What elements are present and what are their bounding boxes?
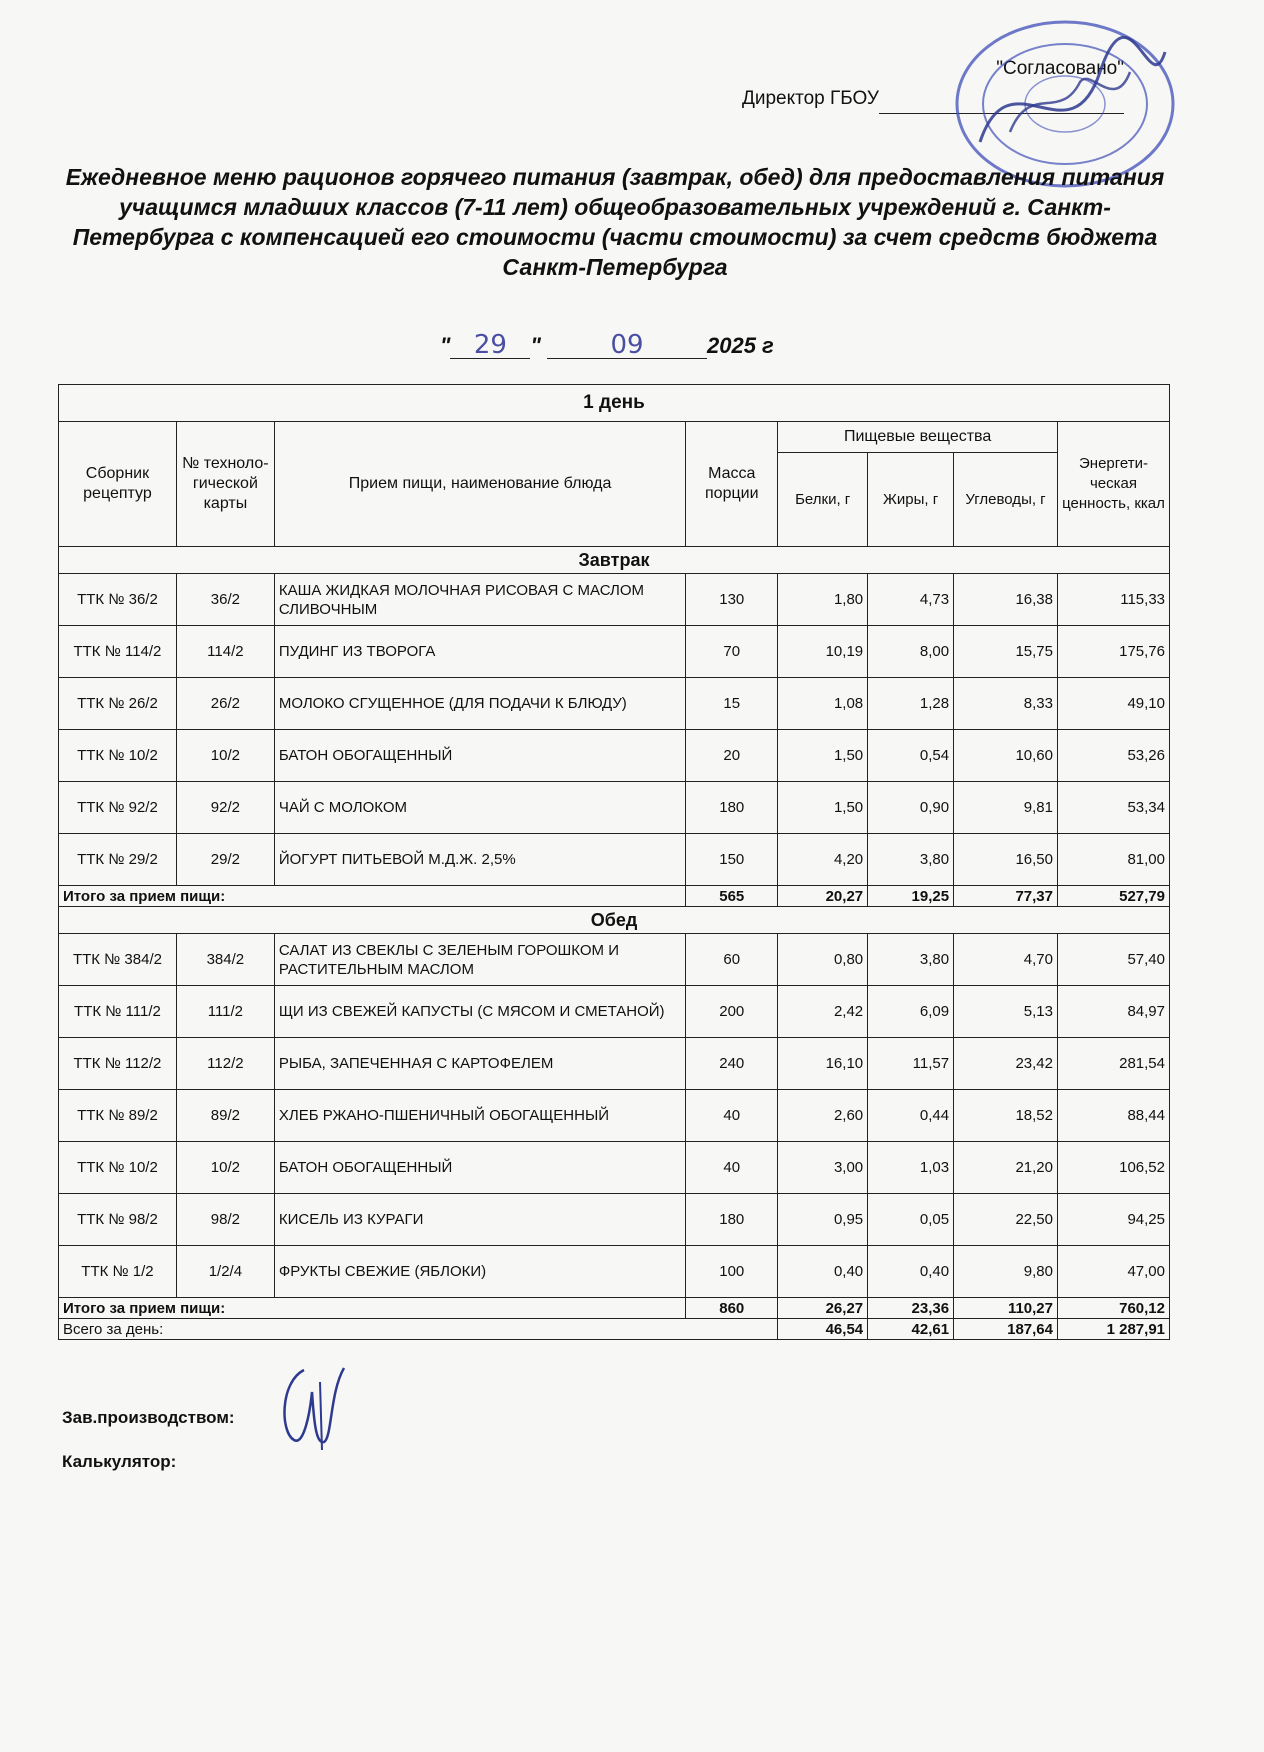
- cell-dish: БАТОН ОБОГАЩЕННЫЙ: [274, 730, 685, 782]
- cell-card: 384/2: [176, 934, 274, 986]
- total-label: Итого за прием пищи:: [59, 1298, 686, 1319]
- table-row: [59, 782, 1170, 834]
- cell-protein: 16,10: [778, 1038, 868, 1090]
- header-energy: Энергети-ческая ценность, ккал: [1058, 422, 1170, 547]
- cell-card: 10/2: [176, 1142, 274, 1194]
- total-label: Итого за прием пищи:: [59, 886, 686, 907]
- cell-carbs: 4,70: [954, 934, 1058, 986]
- cell-mass: 40: [686, 1142, 778, 1194]
- cell-collection: ТТК № 92/2: [59, 782, 177, 834]
- cell-fat: 4,73: [868, 574, 954, 626]
- cell-card: 36/2: [176, 574, 274, 626]
- cell-carbs: 9,80: [954, 1246, 1058, 1298]
- cell-energy: 49,10: [1058, 678, 1170, 730]
- day-label: 1 день: [59, 385, 1170, 422]
- cell-mass: 40: [686, 1090, 778, 1142]
- cell-fat: 0,40: [868, 1246, 954, 1298]
- cell-protein: 1,80: [778, 574, 868, 626]
- cell-energy: 281,54: [1058, 1038, 1170, 1090]
- cell-carbs: 16,50: [954, 834, 1058, 886]
- total-mass: 565: [686, 886, 778, 907]
- cell-carbs: 23,42: [954, 1038, 1058, 1090]
- calculator-label: Калькулятор:: [62, 1452, 177, 1471]
- section-lunch: Обед: [59, 907, 1170, 934]
- cell-carbs: 5,13: [954, 986, 1058, 1038]
- date-day: 29: [450, 330, 530, 359]
- cell-collection: ТТК № 26/2: [59, 678, 177, 730]
- section-breakfast: Завтрак: [59, 547, 1170, 574]
- cell-fat: 6,09: [868, 986, 954, 1038]
- approval-agreed: "Согласовано": [996, 58, 1124, 79]
- cell-dish: ПУДИНГ ИЗ ТВОРОГА: [274, 626, 685, 678]
- cell-carbs: 8,33: [954, 678, 1058, 730]
- cell-mass: 150: [686, 834, 778, 886]
- cell-card: 92/2: [176, 782, 274, 834]
- date-month: 09: [547, 330, 707, 359]
- cell-mass: 180: [686, 1194, 778, 1246]
- table-row: [59, 574, 1170, 626]
- cell-collection: ТТК № 10/2: [59, 1142, 177, 1194]
- cell-protein: 1,50: [778, 782, 868, 834]
- header-mass: Масса порции: [686, 422, 778, 547]
- cell-card: 10/2: [176, 730, 274, 782]
- total-energy: 527,79: [1058, 886, 1170, 907]
- cell-energy: 106,52: [1058, 1142, 1170, 1194]
- production-manager-label: Зав.производством:: [62, 1408, 235, 1427]
- header-protein: Белки, г: [778, 453, 868, 547]
- total-carbs: 110,27: [954, 1298, 1058, 1319]
- cell-protein: 3,00: [778, 1142, 868, 1194]
- cell-carbs: 18,52: [954, 1090, 1058, 1142]
- header-card: № техноло-гической карты: [176, 422, 274, 547]
- cell-energy: 175,76: [1058, 626, 1170, 678]
- total-fat: 23,36: [868, 1298, 954, 1319]
- cell-fat: 0,54: [868, 730, 954, 782]
- menu-table: [58, 384, 1170, 1340]
- cell-protein: 2,42: [778, 986, 868, 1038]
- cell-fat: 11,57: [868, 1038, 954, 1090]
- total-mass: 860: [686, 1298, 778, 1319]
- cell-card: 98/2: [176, 1194, 274, 1246]
- document-title: Ежедневное меню рационов горячего питания (завтрак, обед) для предоставления питания учащимся младших классов (7-11 лет) общеобразовательных учреждений г. Санкт-Петербурга с компенсацией его стоимости (части стоимости) за счет средств бюджета Санкт-Петербурга: [65, 164, 1165, 280]
- cell-card: 111/2: [176, 986, 274, 1038]
- table-row: [59, 1194, 1170, 1246]
- cell-dish: КАША ЖИДКАЯ МОЛОЧНАЯ РИСОВАЯ С МАСЛОМ СЛИВОЧНЫМ: [274, 574, 685, 626]
- cell-mass: 200: [686, 986, 778, 1038]
- cell-dish: ХЛЕБ РЖАНО-ПШЕНИЧНЫЙ ОБОГАЩЕННЫЙ: [274, 1090, 685, 1142]
- table-row: [59, 1246, 1170, 1298]
- cell-collection: ТТК № 111/2: [59, 986, 177, 1038]
- cell-collection: ТТК № 36/2: [59, 574, 177, 626]
- cell-collection: ТТК № 384/2: [59, 934, 177, 986]
- cell-card: 26/2: [176, 678, 274, 730]
- total-protein: 20,27: [778, 886, 868, 907]
- table-row: [59, 1038, 1170, 1090]
- cell-protein: 4,20: [778, 834, 868, 886]
- cell-dish: САЛАТ ИЗ СВЕКЛЫ С ЗЕЛЕНЫМ ГОРОШКОМ И РАСТИТЕЛЬНЫМ МАСЛОМ: [274, 934, 685, 986]
- day-total-protein: 46,54: [778, 1319, 868, 1340]
- day-total-label: Всего за день:: [59, 1319, 778, 1340]
- cell-protein: 1,08: [778, 678, 868, 730]
- cell-card: 29/2: [176, 834, 274, 886]
- cell-energy: 57,40: [1058, 934, 1170, 986]
- table-row: [59, 1142, 1170, 1194]
- total-protein: 26,27: [778, 1298, 868, 1319]
- cell-mass: 70: [686, 626, 778, 678]
- cell-dish: ЙОГУРТ ПИТЬЕВОЙ М.Д.Ж. 2,5%: [274, 834, 685, 886]
- cell-card: 89/2: [176, 1090, 274, 1142]
- cell-fat: 0,05: [868, 1194, 954, 1246]
- cell-card: 1/2/4: [176, 1246, 274, 1298]
- cell-fat: 8,00: [868, 626, 954, 678]
- cell-collection: ТТК № 10/2: [59, 730, 177, 782]
- table-row: [59, 1090, 1170, 1142]
- approval-director: Директор ГБОУ: [741, 88, 879, 109]
- cell-dish: РЫБА, ЗАПЕЧЕННАЯ С КАРТОФЕЛЕМ: [274, 1038, 685, 1090]
- header-fat: Жиры, г: [868, 453, 954, 547]
- cell-energy: 53,26: [1058, 730, 1170, 782]
- table-row: [59, 934, 1170, 986]
- cell-energy: 94,25: [1058, 1194, 1170, 1246]
- cell-fat: 1,28: [868, 678, 954, 730]
- cell-protein: 0,80: [778, 934, 868, 986]
- header-carbs: Углеводы, г: [954, 453, 1058, 547]
- cell-fat: 1,03: [868, 1142, 954, 1194]
- lunch-total-row: [59, 1298, 1170, 1319]
- cell-dish: БАТОН ОБОГАЩЕННЫЙ: [274, 1142, 685, 1194]
- cell-collection: ТТК № 29/2: [59, 834, 177, 886]
- day-total-carbs: 187,64: [954, 1319, 1058, 1340]
- cell-card: 114/2: [176, 626, 274, 678]
- cell-dish: ЧАЙ С МОЛОКОМ: [274, 782, 685, 834]
- cell-mass: 240: [686, 1038, 778, 1090]
- cell-energy: 84,97: [1058, 986, 1170, 1038]
- cell-collection: ТТК № 114/2: [59, 626, 177, 678]
- cell-dish: КИСЕЛЬ ИЗ КУРАГИ: [274, 1194, 685, 1246]
- cell-protein: 10,19: [778, 626, 868, 678]
- total-fat: 19,25: [868, 886, 954, 907]
- header-collection: Сборник рецептур: [59, 422, 177, 547]
- cell-collection: ТТК № 1/2: [59, 1246, 177, 1298]
- cell-carbs: 22,50: [954, 1194, 1058, 1246]
- menu-date: " 29 " 09 2025 г: [440, 330, 774, 360]
- cell-mass: 20: [686, 730, 778, 782]
- cell-protein: 0,95: [778, 1194, 868, 1246]
- cell-mass: 100: [686, 1246, 778, 1298]
- cell-energy: 88,44: [1058, 1090, 1170, 1142]
- total-energy: 760,12: [1058, 1298, 1170, 1319]
- cell-mass: 15: [686, 678, 778, 730]
- cell-fat: 0,44: [868, 1090, 954, 1142]
- cell-fat: 0,90: [868, 782, 954, 834]
- total-carbs: 77,37: [954, 886, 1058, 907]
- cell-carbs: 15,75: [954, 626, 1058, 678]
- table-row: [59, 626, 1170, 678]
- production-manager-signature: [272, 1362, 352, 1457]
- cell-card: 112/2: [176, 1038, 274, 1090]
- cell-carbs: 16,38: [954, 574, 1058, 626]
- cell-fat: 3,80: [868, 834, 954, 886]
- cell-dish: ФРУКТЫ СВЕЖИЕ (ЯБЛОКИ): [274, 1246, 685, 1298]
- cell-carbs: 10,60: [954, 730, 1058, 782]
- table-row: [59, 986, 1170, 1038]
- cell-fat: 3,80: [868, 934, 954, 986]
- day-total-energy: 1 287,91: [1058, 1319, 1170, 1340]
- cell-energy: 53,34: [1058, 782, 1170, 834]
- cell-dish: МОЛОКО СГУЩЕННОЕ (ДЛЯ ПОДАЧИ К БЛЮДУ): [274, 678, 685, 730]
- cell-protein: 2,60: [778, 1090, 868, 1142]
- table-row: [59, 730, 1170, 782]
- cell-collection: ТТК № 98/2: [59, 1194, 177, 1246]
- cell-mass: 130: [686, 574, 778, 626]
- cell-collection: ТТК № 112/2: [59, 1038, 177, 1090]
- breakfast-total-row: [59, 886, 1170, 907]
- cell-energy: 47,00: [1058, 1246, 1170, 1298]
- cell-mass: 60: [686, 934, 778, 986]
- cell-carbs: 21,20: [954, 1142, 1058, 1194]
- day-total-fat: 42,61: [868, 1319, 954, 1340]
- cell-protein: 1,50: [778, 730, 868, 782]
- header-meal: Прием пищи, наименование блюда: [274, 422, 685, 547]
- table-row: [59, 678, 1170, 730]
- cell-mass: 180: [686, 782, 778, 834]
- cell-dish: ЩИ ИЗ СВЕЖЕЙ КАПУСТЫ (С МЯСОМ И СМЕТАНОЙ): [274, 986, 685, 1038]
- cell-energy: 81,00: [1058, 834, 1170, 886]
- table-row: [59, 834, 1170, 886]
- cell-protein: 0,40: [778, 1246, 868, 1298]
- day-total-row: [59, 1319, 1170, 1340]
- cell-collection: ТТК № 89/2: [59, 1090, 177, 1142]
- date-year: 2025 г: [706, 333, 774, 358]
- cell-carbs: 9,81: [954, 782, 1058, 834]
- header-nutrients: Пищевые вещества: [778, 422, 1058, 453]
- cell-energy: 115,33: [1058, 574, 1170, 626]
